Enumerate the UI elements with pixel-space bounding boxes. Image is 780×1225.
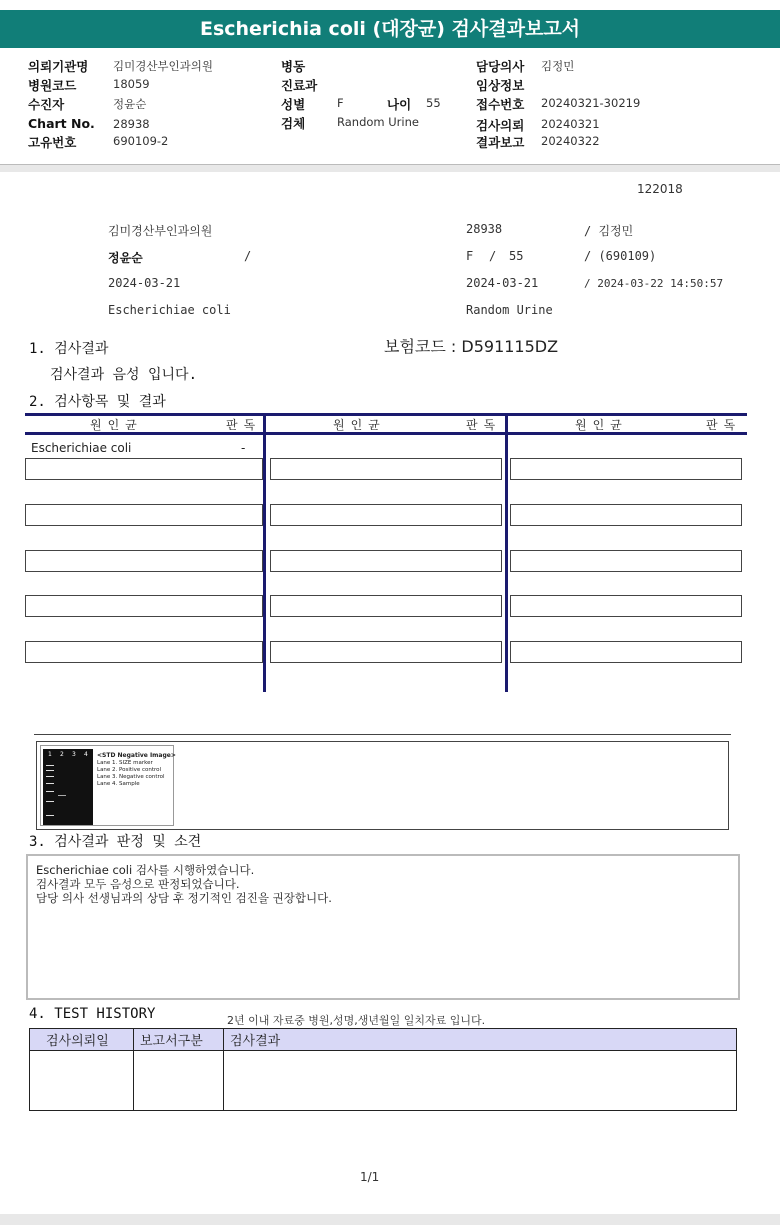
age-value: 55 (426, 96, 441, 110)
gel-lane-1: 1 (48, 751, 52, 758)
result-row-box (270, 504, 502, 526)
history-cell (224, 1051, 737, 1111)
section1-title: 1. 검사결과 (29, 341, 109, 357)
patient-label: 수진자 (28, 97, 65, 112)
col3-organism-header: 원인균 (575, 418, 628, 432)
receipt-label: 접수번호 (476, 97, 525, 112)
report-date-label: 결과보고 (476, 135, 525, 150)
info-sex: F (466, 249, 474, 263)
history-header-row (30, 1029, 737, 1051)
col1-organism-header: 원인균 (90, 418, 143, 432)
age-label: 나이 (387, 97, 412, 112)
section1-result: 검사결과 음성 입니다. (50, 367, 198, 383)
page-number: 1/1 (360, 1170, 380, 1184)
image-top-rule (34, 734, 731, 735)
gel-caption (97, 752, 176, 788)
gel-band (46, 801, 54, 802)
column-divider-1 (263, 413, 266, 692)
history-col-request-date: 검사의뢰일 (30, 1029, 134, 1051)
result-row-box (270, 595, 502, 617)
receipt-value: 20240321-30219 (541, 96, 641, 110)
result-row-box (270, 458, 502, 480)
gel-caption-line: Lane 2. Positive control (97, 767, 162, 773)
result-row-box (510, 458, 742, 480)
gel-band (46, 770, 54, 771)
result-row-box (25, 504, 263, 526)
info-date1: 2024-03-21 (108, 276, 181, 290)
patient-value: 정윤순 (113, 97, 147, 111)
gel-band (46, 815, 54, 816)
specimen-value: Random Urine (337, 115, 419, 129)
gel-caption-line: Lane 4. Sample (97, 781, 140, 787)
report-title: Escherichia coli (대장균) 검사결과보고서 (0, 10, 780, 48)
section3-title: 3. 검사결과 판정 및 소견 (29, 834, 202, 850)
gel-caption-line: Lane 1. SIZE marker (97, 760, 153, 766)
opinion-line: 담당 의사 선생님과의 상담 후 정기적인 검진을 권장합니다. (36, 891, 332, 905)
result-row-box (270, 550, 502, 572)
header-separator (0, 164, 780, 172)
dept-label: 진료과 (281, 78, 318, 93)
column-divider-2 (505, 413, 508, 692)
hospital-code-value: 18059 (113, 77, 150, 91)
section4-title: 4. TEST HISTORY (29, 1006, 156, 1022)
result-row-box (25, 595, 263, 617)
unique-no-label: 고유번호 (28, 135, 77, 150)
unique-no-value: 690109-2 (113, 134, 169, 148)
gel-band (46, 791, 54, 792)
opinion-line: Escherichiae coli 검사를 시행하였습니다. (36, 863, 255, 877)
history-cell (134, 1051, 224, 1111)
history-col-result: 검사결과 (224, 1029, 737, 1051)
result-row-box (25, 550, 263, 572)
chart-value: 28938 (113, 117, 150, 131)
info-chart-no: 28938 (466, 222, 503, 236)
page-code: 122018 (637, 182, 683, 196)
gel-band (46, 765, 54, 766)
opinion-line: 검사결과 모두 음성으로 판정되었습니다. (36, 877, 240, 891)
info-age: 55 (509, 249, 524, 263)
info-patient: 정윤순 (108, 251, 143, 265)
result-row-box (510, 595, 742, 617)
request-label: 검사의뢰 (476, 118, 525, 133)
section2-title: 2. 검사항목 및 결과 (29, 394, 166, 410)
col2-organism-header: 원인균 (333, 418, 386, 432)
history-cell (30, 1051, 134, 1111)
gel-image (40, 745, 174, 826)
chart-label: Chart No. (28, 116, 95, 131)
sex-label: 성별 (281, 97, 306, 112)
info-organism: Escherichiae coli (108, 303, 231, 317)
gel-lanes (43, 749, 93, 825)
hospital-label: 의뢰기관명 (28, 59, 89, 74)
request-value: 20240321 (541, 117, 600, 131)
gel-band (46, 776, 54, 777)
history-col-report-type: 보고서구분 (134, 1029, 224, 1051)
result-row-box (510, 641, 742, 663)
opinion-box (26, 854, 740, 1000)
sex-value: F (337, 96, 344, 110)
info-birth: / (690109) (584, 249, 657, 263)
result-organism: Escherichiae coli (31, 441, 132, 455)
clinical-info-label: 임상정보 (476, 78, 525, 93)
col1-judgment-header: 판독 (226, 418, 262, 432)
gel-band-positive (58, 795, 66, 796)
gel-band (46, 783, 54, 784)
doctor-label: 담당의사 (476, 59, 525, 74)
history-note: 2년 이내 자료중 병원,성명,생년월일 일치자료 입니다. (227, 1014, 486, 1027)
info-hospital: 김미경산부인과의원 (108, 224, 213, 238)
col3-judgment-header: 판독 (706, 418, 742, 432)
gel-lane-2: 2 (60, 751, 64, 758)
history-empty-row (30, 1051, 737, 1111)
gel-lane-4: 4 (84, 751, 88, 758)
result-row-box (25, 458, 263, 480)
result-row-box (510, 550, 742, 572)
result-row-box (270, 641, 502, 663)
gel-caption-title: <STD Negative Image> (97, 752, 176, 759)
info-patient-sep: / (244, 249, 252, 263)
footer-bar (0, 1214, 780, 1225)
result-row-box (25, 641, 263, 663)
col2-judgment-header: 판독 (466, 418, 502, 432)
info-sex-sep: / (489, 249, 497, 263)
gel-caption-line: Lane 3. Negative control (97, 774, 165, 780)
specimen-label: 검체 (281, 116, 306, 131)
report-date-value: 20240322 (541, 134, 600, 148)
info-date2: 2024-03-21 (466, 276, 539, 290)
doctor-value: 김정민 (541, 59, 575, 73)
result-judgment: - (241, 441, 246, 455)
result-row-box (510, 504, 742, 526)
history-table (29, 1028, 737, 1111)
hospital-code-label: 병원코드 (28, 78, 77, 93)
info-specimen: Random Urine (466, 303, 553, 317)
ward-label: 병동 (281, 59, 306, 74)
info-datetime: / 2024-03-22 14:50:57 (584, 277, 724, 290)
insurance-code: 보험코드 : D591115DZ (384, 337, 559, 356)
gel-lane-3: 3 (72, 751, 76, 758)
info-doctor: / 김정민 (584, 224, 634, 238)
hospital-value: 김미경산부인과의원 (113, 59, 213, 73)
